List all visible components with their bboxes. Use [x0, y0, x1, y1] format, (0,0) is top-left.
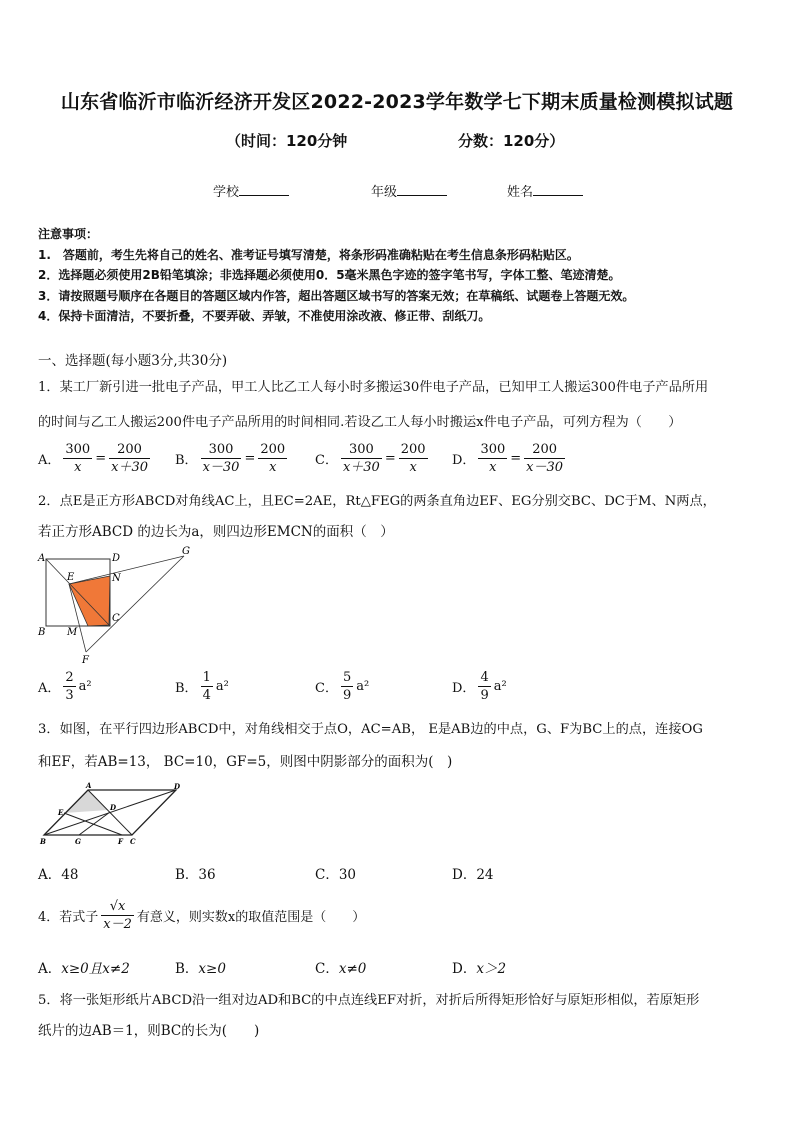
q3-line1: 3．如图，在平行四边形ABCD中，对角线相交于点O，AC=AB， E是AB边的中点，G、F为BC上的点，连接OG	[38, 722, 703, 737]
q3-option-a[interactable]: A．48	[38, 867, 79, 883]
q2-option-a[interactable]: A． $\frac{2}{3}$ a²	[38, 670, 92, 703]
note-item: 3．请按照题号顺序在各题目的答题区域内作答，超出答题区域书写的答案无效；在草稿纸、试题卷上答题无效。	[38, 289, 635, 303]
score-label: 分数：120分）	[458, 132, 565, 150]
note-item: 2．选择题必须使用2B铅笔填涂；非选择题必须使用0．5毫米黑色字迹的签字笔书写，字体工整、笔迹清楚。	[38, 268, 621, 282]
time-label: （时间：120分钟	[226, 132, 348, 150]
name-label: 姓名	[507, 185, 534, 200]
q4-option-b[interactable]: B．x≥0	[175, 961, 226, 977]
label-d: D	[112, 553, 121, 564]
note-item: 4．保持卡面清洁，不要折叠，不要弄破、弄皱，不准使用涂改液、修正带、刮纸刀。	[38, 309, 491, 323]
school-label: 学校	[213, 185, 240, 200]
q2-option-b[interactable]: B． $\frac{1}{4}$ a²	[175, 670, 229, 703]
label-b: B	[40, 837, 46, 846]
grade-blank[interactable]	[397, 183, 447, 196]
label-c: C	[130, 837, 136, 846]
q2-line1: 2．点E是正方形ABCD对角线AC上，且EC=2AE，Rt△FEG的两条直角边EF、EG分别交BC、DC于M、N两点，	[38, 494, 716, 509]
q4-option-a[interactable]: A．x≥0且x≠2	[38, 961, 130, 977]
school-field[interactable]	[213, 181, 289, 200]
q4-option-c[interactable]: C．x≠0	[315, 961, 367, 977]
label-f: F	[82, 655, 89, 666]
shaded-triangle	[64, 790, 108, 813]
name-field[interactable]	[507, 181, 583, 200]
q4-option-d[interactable]: D．x＞2	[452, 961, 507, 977]
notes-heading: 注意事项：	[38, 227, 99, 241]
label-e: E	[58, 808, 64, 817]
label-m: M	[67, 627, 78, 638]
q1-option-c[interactable]: C． $\frac{300}{x+30}$ = $\frac{200}{x}$	[315, 442, 426, 475]
q3-parallelogram-figure	[34, 780, 194, 850]
grade-label: 年级	[371, 185, 398, 200]
q1-line2: 的时间与乙工人搬运200件电子产品所用的时间相同.若设乙工人每小时搬运x件电子产品，可列方程为（ ）	[38, 415, 682, 430]
q3-line2: 和EF，若AB=13， BC=10，GF=5，则图中阴影部分的面积为( )	[38, 754, 453, 770]
school-blank[interactable]	[239, 183, 289, 196]
label-b: B	[38, 627, 46, 638]
label-a: A	[86, 781, 92, 790]
q2-option-d[interactable]: D． $\frac{4}{9}$ a²	[452, 670, 507, 703]
label-c: C	[112, 613, 120, 624]
q3-option-c[interactable]: C．30	[315, 867, 357, 883]
q5-line1: 5．将一张矩形纸片ABCD沿一组对边AD和BC的中点连线EF对折，对折后所得矩形恰好与原矩形相似，若原矩形	[38, 993, 700, 1008]
q1-line1: 1．某工厂新引进一批电子产品，甲工人比乙工人每小时多搬运30件电子产品，已知甲工人搬运300件电子产品所用	[38, 380, 709, 395]
q5-line2: 纸片的边AB＝1，则BC的长为( )	[38, 1023, 260, 1039]
note-item: 1. 答题前，考生先将自己的姓名、准考证号填写清楚，将条形码准确粘贴在考生信息条形码粘贴区。	[38, 248, 579, 262]
grade-field[interactable]	[371, 181, 447, 200]
label-n: N	[112, 573, 121, 584]
label-o: D	[110, 803, 117, 812]
page-title: 山东省临沂市临沂经济开发区2022-2023学年数学七下期末质量检测模拟试题	[60, 91, 734, 113]
label-d: D	[174, 782, 181, 791]
q3-option-d[interactable]: D．24	[452, 867, 494, 883]
label-a: A	[38, 553, 46, 564]
label-g: G	[75, 837, 81, 846]
q2-line2: 若正方形ABCD 的边长为a，则四边形EMCN的面积（ ）	[38, 524, 394, 540]
q4-line: 4．若式子 $\frac{√x}{x-2}$ 有意义，则实数x的取值范围是（ ）	[38, 899, 366, 932]
q1-option-b[interactable]: B． $\frac{300}{x-30}$ = $\frac{200}{x}$	[175, 442, 286, 475]
label-f: F	[118, 837, 123, 846]
name-blank[interactable]	[533, 183, 583, 196]
emcn-region	[69, 576, 110, 626]
label-e: E	[67, 572, 75, 583]
q1-option-a[interactable]: A． $\frac{300}{x}$ = $\frac{200}{x+30}$	[38, 442, 148, 475]
q2-square-figure	[34, 545, 194, 670]
q3-option-b[interactable]: B．36	[175, 867, 216, 883]
section-heading: 一、选择题(每小题3分,共30分)	[38, 353, 228, 369]
q1-option-d[interactable]: D． $\frac{300}{x}$ = $\frac{200}{x-30}$	[452, 442, 564, 475]
label-g: G	[182, 546, 190, 557]
q2-option-c[interactable]: C． $\frac{5}{9}$ a²	[315, 670, 370, 703]
